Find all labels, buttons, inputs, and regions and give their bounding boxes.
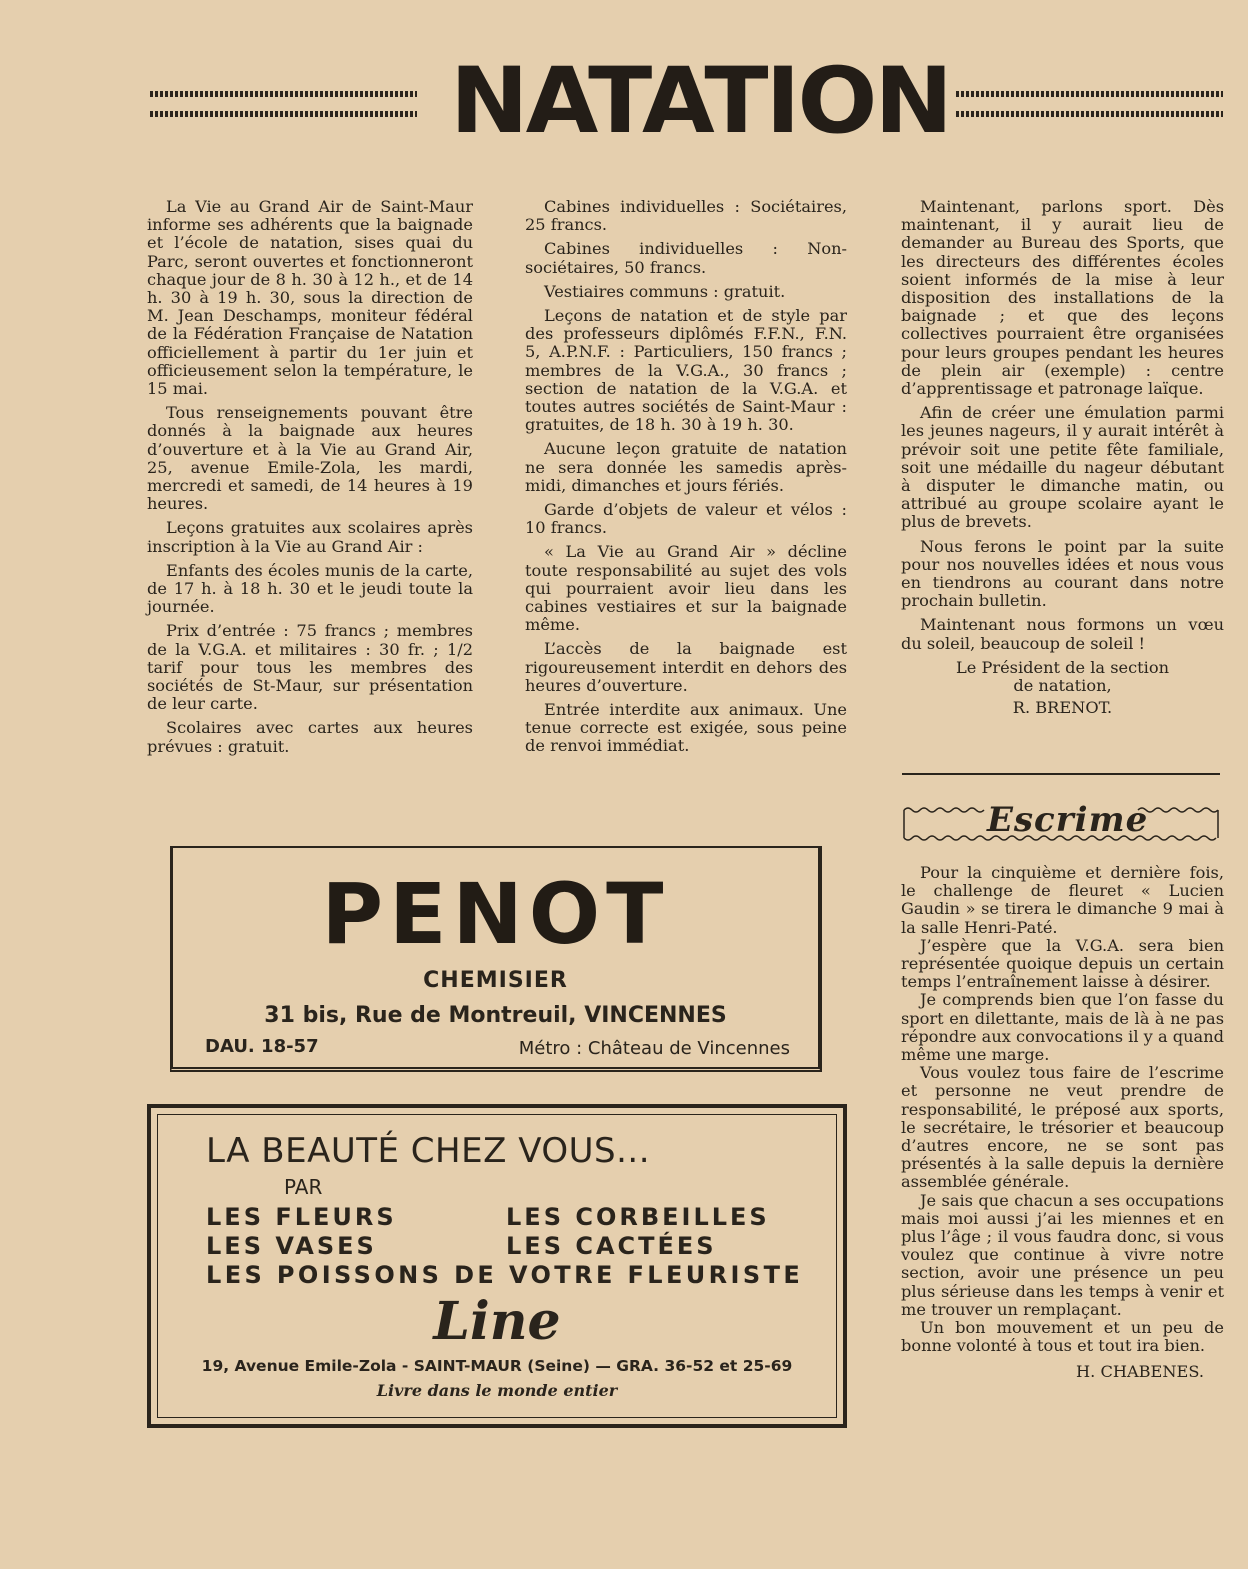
paragraph: Aucune leçon gratuite de natation ne sera donnée les samedis après-midi, dimanches et jours fériés. — [525, 439, 847, 495]
paragraph: L’accès de la baignade est rigoureusement interdit en dehors des heures d’ouverture. — [525, 639, 847, 695]
header-rule-left-top — [150, 91, 417, 97]
ad-item: LES CACTÉES — [506, 1232, 717, 1260]
paragraph: Nous ferons le point par la suite pour nos nouvelles idées et nous vous en tiendrons au courant dans notre prochain bulletin. — [901, 536, 1224, 611]
penot-phone: DAU. 18-57 — [205, 1036, 319, 1057]
paragraph: Maintenant nous formons un vœu du soleil, beaucoup de soleil ! — [901, 615, 1224, 653]
paragraph: Je sais que chacun a ses occupations mais moi aussi j’ai les miennes et en plus l’âge ; il vous faudra donc, si vous voulez que continue à vivre notre section, avoir une présence un peu plus sérieuse dans les temps à venir et me trouver un remplaçant. — [901, 1190, 1224, 1319]
natation-column-1 — [147, 198, 473, 762]
penot-metro: Métro : Château de Vincennes — [518, 1038, 790, 1059]
line-brand-logo: Line — [433, 1291, 561, 1352]
ad-item: LES FLEURS — [206, 1203, 397, 1231]
paragraph: Un bon mouvement et un peu de bonne volonté à tous et tout ira bien. — [901, 1318, 1224, 1356]
natation-column-2 — [525, 198, 847, 762]
paragraph: Tous renseignements pouvant être donnés à la baignade aux heures d’ouverture et à la Vie au Grand Air, 25, avenue Emile-Zola, les mardi, mercredi et samedi, de 14 heures à 19 heures. — [147, 403, 473, 514]
paragraph: Prix d’entrée : 75 francs ; membres de la V.G.A. et militaires : 30 fr. ; 1/2 tarif pour tous les membres des sociétés de St-Maur, sur présentation de leur carte. — [147, 621, 473, 714]
ad-inner-frame — [157, 1114, 837, 1418]
paragraph: Scolaires avec cartes aux heures prévues : gratuit. — [147, 718, 473, 756]
paragraph: « La Vie au Grand Air » décline toute responsabilité au sujet des vols qui pourraient avoir lieu dans les cabines vestiaires et sur la baignade même. — [525, 542, 847, 635]
penot-advertisement — [170, 846, 822, 1072]
paragraph: Cabines individuelles : Non-sociétaires, 50 francs. — [525, 239, 847, 277]
ad-item-last: LES POISSONS DE VOTRE FLEURISTE — [206, 1261, 804, 1289]
line-tagline: Livre dans le monde entier — [376, 1381, 618, 1400]
paragraph: Enfants des écoles munis de la carte, de 17 h. à 18 h. 30 et le jeudi toute la journée. — [147, 560, 473, 617]
escrime-title: Escrime — [987, 800, 1149, 840]
header-rule-right-top — [956, 91, 1223, 97]
header-rule-right-bottom — [956, 111, 1223, 117]
paragraph: Vestiaires communs : gratuit. — [544, 281, 786, 301]
ad-item: LES CORBEILLES — [506, 1203, 770, 1231]
ad-item: LES VASES — [206, 1232, 377, 1260]
header-rule-left-bottom — [150, 111, 417, 117]
penot-address: 31 bis, Rue de Montreuil, VINCENNES — [264, 1003, 727, 1028]
natation-column-3 — [901, 198, 1224, 723]
escrime-column — [901, 864, 1224, 1382]
paragraph: Pour la cinquième et dernière fois, le challenge de fleuret « Lucien Gaudin » se tirera le dimanche 9 mai à la salle Henri-Paté. — [901, 863, 1224, 937]
paragraph: Entrée interdite aux animaux. Une tenue correcte est exigée, sous peine de renvoi immédiat. — [525, 700, 847, 756]
page-title: NATATION — [450, 48, 951, 155]
line-florist-advertisement — [147, 1104, 847, 1428]
paragraph: Afin de créer une émulation parmi les jeunes nageurs, il y aurait intérêt à prévoir soit une petite fête familiale, soit une médaille du nageur débutant à disputer le dimanche matin, ou attribué au groupe scolaire ayant le plus de brevets. — [901, 403, 1224, 532]
penot-subtitle: CHEMISIER — [423, 968, 568, 993]
paragraph: Leçons gratuites aux scolaires après inscription à la Vie au Grand Air : — [147, 518, 473, 556]
escrime-banner — [902, 798, 1220, 846]
paragraph: Garde d’objets de valeur et vélos : 10 francs. — [525, 500, 847, 538]
paragraph: La Vie au Grand Air de Saint-Maur informe ses adhérents que la baignade et l’école de natation, sises quai du Parc, seront ouvertes et fonctionneront chaque jour de 8 h. 30 à 12 h., et de 14 h. 30 à 19 h. 30, sous la direction de M. Jean Deschamps, moniteur fédéral de la Fédération Française de Natation officiellement à partir du 1er juin et officieusement selon la température, le 15 mai. — [147, 197, 473, 399]
signature-line-2: de natation, — [1013, 676, 1112, 696]
paragraph: J’espère que la V.G.A. sera bien représentée quoique depuis un certain temps l’entraînement laisse à désirer. — [901, 935, 1224, 992]
paragraph: Leçons de natation et de style par des professeurs diplômés F.F.N., F.N. 5, A.P.N.F. : Particuliers, 150 francs ; membres de la V.G.A., 30 francs ; section de natation de la V.G.A. et toutes autres sociétés de Saint-Maur : gratuites, de 18 h. 30 à 19 h. 30. — [525, 306, 847, 435]
signature-line-1: Le Président de la section — [955, 657, 1170, 677]
ad-par: PAR — [284, 1175, 323, 1199]
paragraph: Vous voulez tous faire de l’escrime et personne ne veut prendre de responsabilité, le préposé aux sports, le secrétaire, le trésorier et beaucoup d’autres encore, ne se sont pas présentés à la salle depuis la dernière assemblée générale. — [901, 1063, 1224, 1192]
paragraph: Cabines individuelles : Sociétaires, 25 francs. — [525, 197, 847, 235]
signature-name: R. BRENOT. — [1012, 698, 1113, 718]
section-divider — [902, 773, 1220, 775]
escrime-signature: H. CHABENES. — [1076, 1362, 1204, 1382]
penot-logo: PENOT — [321, 865, 670, 963]
ad-headline: LA BEAUTÉ CHEZ VOUS... — [206, 1131, 651, 1171]
line-address: 19, Avenue Emile-Zola - SAINT-MAUR (Seine) — GRA. 36-52 et 25-69 — [201, 1357, 793, 1375]
paragraph: Maintenant, parlons sport. Dès maintenant, il y aurait lieu de demander au Bureau des Sports, que les directeurs des différentes écoles soient informés de la mise à leur disposition des installations de la baignade ; et que des leçons collectives pourraient être organisées pour leurs groupes pendant les heures de plein air (exemple) : centre d’apprentissage et patronage laïque. — [901, 197, 1224, 399]
paragraph: Je comprends bien que l’on fasse du sport en dilettante, mais de là à ne pas répondre aux convocations il y a quand même une marge. — [901, 990, 1224, 1065]
